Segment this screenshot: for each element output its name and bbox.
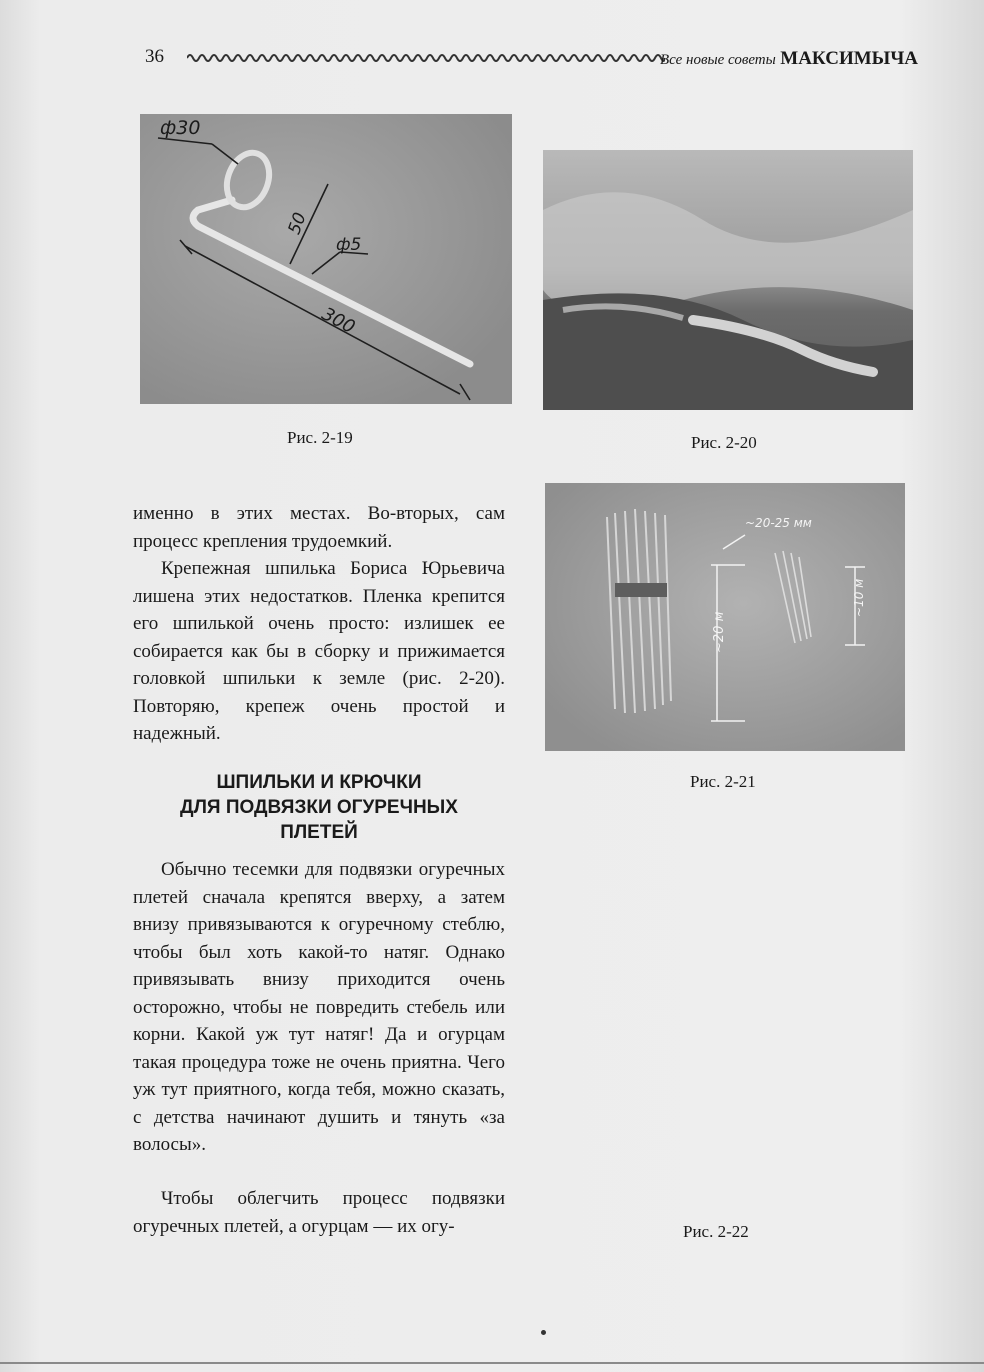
paragraph-4: Чтобы облегчить процесс подвязки огуречных плетей, а огурцам — их огу-: [133, 1188, 505, 1237]
label-length: 300: [318, 303, 359, 339]
heading-line-1: ШПИЛЬКИ И КРЮЧКИ: [216, 772, 422, 793]
scan-speck: [541, 1330, 546, 1335]
figure-2-19-photo: [140, 114, 512, 404]
heading-line-2: ДЛЯ ПОДВЯЗКИ ОГУРЕЧНЫХ: [180, 797, 458, 818]
pin-bundles-photo: [545, 483, 905, 751]
page-number: 36: [145, 46, 164, 67]
heading-line-3: ПЛЕТЕЙ: [280, 822, 358, 843]
label-loop-diameter: ф30: [160, 117, 201, 139]
figure-2-21-caption: Рис. 2-21: [690, 772, 756, 791]
section-heading: [133, 770, 505, 845]
hairpin-drawing: [140, 114, 512, 404]
label-height: 50: [284, 209, 311, 238]
label-short: ~10 м: [852, 578, 866, 617]
scan-bottom-edge: [0, 1362, 984, 1364]
figure-2-19-caption: Рис. 2-19: [287, 428, 353, 447]
running-title: [660, 48, 918, 70]
running-title-italic: Все новые советы: [659, 52, 776, 68]
figure-2-22-caption: Рис. 2-22: [683, 1222, 749, 1241]
label-tall: ~20 м: [712, 611, 727, 653]
decorative-wavy-rule: [187, 52, 665, 64]
film-pinned-photo: [543, 150, 913, 410]
label-width: ~20-25 мм: [745, 516, 812, 530]
label-wire-diameter: ф5: [336, 235, 362, 255]
figure-2-20-caption: Рис. 2-20: [691, 433, 757, 452]
paragraph-3: Обычно тесемки для подвязки огуречных плетей сначала крепятся вверху, а затем внизу привязываются к огуречному стеблю, чтобы был хоть какой-то натяг. Однако привязывать внизу приходится очень осторожно, чтобы не повредить стебель или корни. Какой уж тут натяг! Да и огурцам такая процедура тоже не очень приятна. Чего уж тут приятного, когда тебя, можно сказать, с детства начинают душить и тянуть «за волосы».: [133, 859, 505, 1155]
figure-2-21-photo: [545, 483, 905, 751]
figure-2-20-photo: [543, 150, 913, 410]
paragraph-2: Крепежная шпилька Бориса Юрьевича лишена этих недостатков. Пленка крепится его шпилькой очень просто: излишек ее собирается как бы в сборку и прижимается головкой шпильки к земле (рис. 2-20). Повторяю, крепеж очень простой и надежный.: [133, 558, 505, 744]
paragraph-1: именно в этих местах. Во-вторых, сам процесс крепления трудоемкий.: [133, 503, 505, 552]
running-title-bold: МАКСИМЫЧА: [780, 48, 918, 69]
page-header: [145, 46, 920, 76]
